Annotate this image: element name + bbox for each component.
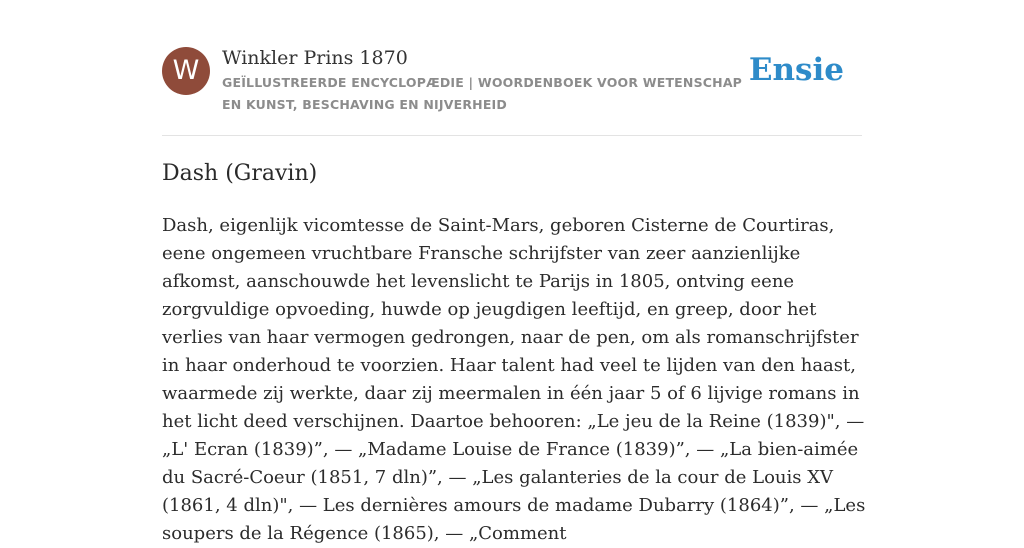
brand-logo[interactable]: Ensie [748,52,844,88]
avatar[interactable]: W [162,47,210,95]
source-subtitle: GEÏLLUSTREERDE ENCYCLOPÆDIE | WOORDENBOEK VOOR WETENSCHAP EN KUNST, BESCHAVING EN NIJVERHEID [222,75,743,112]
entry-body: Dash, eigenlijk vicomtesse de Saint-Mars, geboren Cisterne de Courtiras, eene ongemeen vruchtbare Fransche schrijfster van zeer aanzienlijke afkomst, aanschouwde het levenslicht te Parijs in 1805, ontving eene zorgvuldige opvoeding, huwde op jeugdigen leeftijd, en greep, door het verlies van haar vermogen gedrongen, naar de pen, om als romanschrijfster in haar onderhoud te voorzien. Haar talent had veel te lijden van den haast, waarmede zij werkte, daar zij meermalen in één jaar 5 of 6 lijvige romans in het licht deed verschijnen. Daartoe behooren: „Le jeu de la Reine (1839)", — „L' Ecran (1839)”, — „Madame Louise de France (1839)”, — „La bien-aimée du Sacré-Coeur (1851, 7 dln)”, — „Les galanteries de la cour de Louis XV (1861, 4 dln)", — Les dernières amours de madame Dubarry (1864)”, — „Les soupers de la Régence (1865), — „Comment [162,215,866,544]
header-divider [162,135,862,136]
header [162,46,862,116]
source-title[interactable]: Winkler Prins 1870 [222,47,408,69]
entry-title: Dash (Gravin) [162,161,318,186]
